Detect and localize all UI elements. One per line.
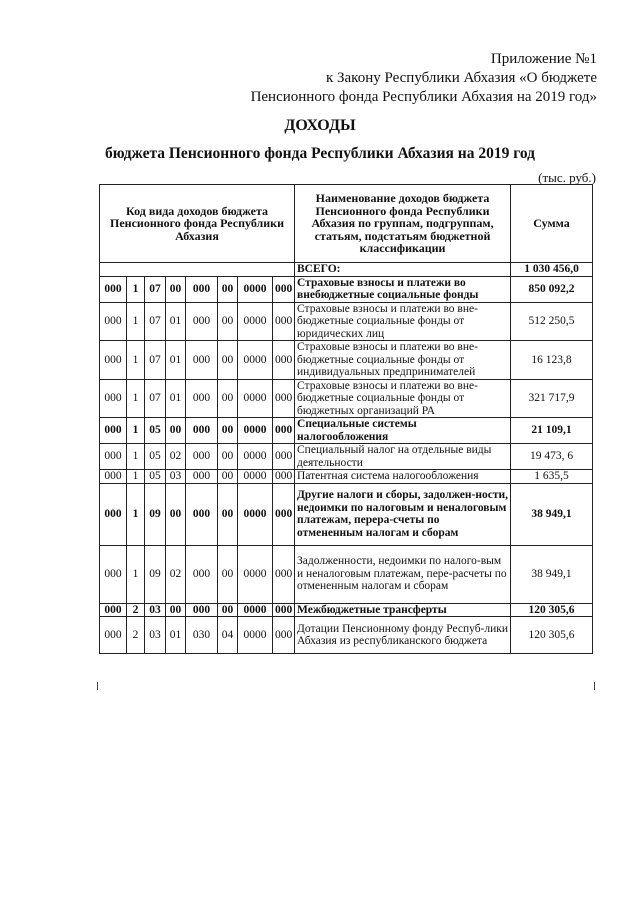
header-sum: Сумма <box>511 185 593 263</box>
code-cell-c4: 03 <box>166 470 186 484</box>
code-cell-c7: 0000 <box>238 483 273 545</box>
total-row <box>100 263 593 277</box>
document-subtitle: бюджета Пенсионного фонда Республики Абхазия на 2019 год <box>104 145 535 162</box>
annex-line-1: Приложение №1 <box>490 51 597 67</box>
total-sum: 1 030 456,0 <box>511 263 593 277</box>
sum-cell: 1 635,5 <box>511 470 593 484</box>
table-row <box>100 483 593 545</box>
code-cell-c5: 000 <box>186 444 218 470</box>
code-cell-c5: 000 <box>186 302 218 341</box>
table-row <box>100 302 593 341</box>
code-cell-c5: 000 <box>186 341 218 380</box>
code-cell-c1: 000 <box>100 603 127 617</box>
code-cell-c2: 1 <box>127 379 145 418</box>
code-cell-c7: 0000 <box>238 276 273 302</box>
code-cell-c2: 1 <box>127 444 145 470</box>
code-cell-c3: 09 <box>145 545 166 603</box>
table-row <box>100 603 593 617</box>
sum-cell: 512 250,5 <box>511 302 593 341</box>
code-cell-c6: 04 <box>218 617 238 654</box>
sum-cell: 120 305,6 <box>511 617 593 654</box>
code-cell-c7: 0000 <box>238 302 273 341</box>
code-cell-c6: 00 <box>218 444 238 470</box>
code-cell-c5: 030 <box>186 617 218 654</box>
code-cell-c3: 07 <box>145 276 166 302</box>
code-cell-c8: 000 <box>273 276 295 302</box>
code-cell-c4: 01 <box>166 379 186 418</box>
code-cell-c8: 000 <box>273 617 295 654</box>
code-cell-c2: 1 <box>127 470 145 484</box>
code-cell-c5: 000 <box>186 418 218 444</box>
code-cell-c2: 1 <box>127 418 145 444</box>
income-name-cell: Дотации Пенсионному фонду Респуб-лики Абхазия из республиканского бюджета <box>295 617 511 654</box>
code-cell-c3: 03 <box>145 603 166 617</box>
code-cell-c3: 09 <box>145 483 166 545</box>
income-name-cell: Патентная система налогообложения <box>295 470 511 484</box>
code-cell-c4: 01 <box>166 341 186 380</box>
table-row <box>100 617 593 654</box>
income-name-cell: Специальный налог на отдельные виды деятельности <box>295 444 511 470</box>
code-cell-c6: 00 <box>218 341 238 380</box>
sum-cell: 16 123,8 <box>511 341 593 380</box>
sum-cell: 321 717,9 <box>511 379 593 418</box>
code-cell-c1: 000 <box>100 483 127 545</box>
sum-cell: 850 092,2 <box>511 276 593 302</box>
code-cell-c6: 00 <box>218 276 238 302</box>
code-cell-c8: 000 <box>273 545 295 603</box>
total-label: ВСЕГО: <box>295 263 511 277</box>
income-name-cell: Страховые взносы и платежи во вне-бюджетные социальные фонды от индивидуальных предпринимателей <box>295 341 511 380</box>
code-cell-c5: 000 <box>186 603 218 617</box>
sum-cell: 19 473, 6 <box>511 444 593 470</box>
page-margin-marks <box>97 682 595 690</box>
code-cell-c2: 2 <box>127 617 145 654</box>
code-cell-c2: 1 <box>127 276 145 302</box>
code-cell-c4: 00 <box>166 418 186 444</box>
annex-heading <box>251 50 597 107</box>
code-cell-c3: 05 <box>145 444 166 470</box>
code-cell-c1: 000 <box>100 276 127 302</box>
code-cell-c2: 2 <box>127 603 145 617</box>
code-cell-c1: 000 <box>100 470 127 484</box>
code-cell-c8: 000 <box>273 470 295 484</box>
code-cell-c7: 0000 <box>238 341 273 380</box>
code-cell-c4: 02 <box>166 545 186 603</box>
code-cell-c6: 00 <box>218 603 238 617</box>
code-cell-c6: 00 <box>218 545 238 603</box>
code-cell-c3: 07 <box>145 341 166 380</box>
code-cell-c3: 03 <box>145 617 166 654</box>
table-row <box>100 470 593 484</box>
code-cell-c8: 000 <box>273 341 295 380</box>
code-cell-c6: 00 <box>218 418 238 444</box>
sum-cell: 38 949,1 <box>511 545 593 603</box>
code-cell-c1: 000 <box>100 617 127 654</box>
code-cell-c4: 00 <box>166 603 186 617</box>
code-cell-c6: 00 <box>218 302 238 341</box>
income-name-cell: Специальные системы налогообложения <box>295 418 511 444</box>
code-cell-c2: 1 <box>127 483 145 545</box>
code-cell-c1: 000 <box>100 341 127 380</box>
income-name-cell: Страховые взносы и платежи во внебюджетные социальные фонды <box>295 276 511 302</box>
code-cell-c7: 0000 <box>238 617 273 654</box>
code-cell-c3: 05 <box>145 418 166 444</box>
code-cell-c7: 0000 <box>238 603 273 617</box>
units-label: (тыс. руб.) <box>538 170 596 185</box>
code-cell-c2: 1 <box>127 302 145 341</box>
code-cell-c3: 07 <box>145 302 166 341</box>
income-name-cell: Задолженности, недоимки по налого-вым и неналоговым платежам, пере-расчеты по отмененным налогам и сборам <box>295 545 511 603</box>
code-cell-c8: 000 <box>273 444 295 470</box>
code-cell-c5: 000 <box>186 379 218 418</box>
code-cell-c7: 0000 <box>238 444 273 470</box>
code-cell-c7: 0000 <box>238 545 273 603</box>
code-cell-c6: 00 <box>218 470 238 484</box>
income-name-cell: Страховые взносы и платежи во вне-бюджетные социальные фонды от юридических лиц <box>295 302 511 341</box>
code-cell-c8: 000 <box>273 379 295 418</box>
code-cell-c6: 00 <box>218 483 238 545</box>
table-row <box>100 276 593 302</box>
table-row <box>100 341 593 380</box>
header-name: Наименование доходов бюджета Пенсионного фонда Республики Абхазия по группам, подгруппам, статьям, подстатьям бюджетной классификации <box>295 185 511 263</box>
income-name-cell: Другие налоги и сборы, задолжен-ности, недоимки по налоговым и неналоговым платежам, перера-счеты по отмененным налогам и сборам <box>295 483 511 545</box>
code-cell-c7: 0000 <box>238 418 273 444</box>
table-row <box>100 545 593 603</box>
sum-cell: 21 109,1 <box>511 418 593 444</box>
table-row <box>100 444 593 470</box>
income-name-cell: Межбюджетные трансферты <box>295 603 511 617</box>
code-cell-c5: 000 <box>186 483 218 545</box>
code-cell-c3: 07 <box>145 379 166 418</box>
annex-line-3: Пенсионного фонда Республики Абхазия на 2019 год» <box>250 89 597 105</box>
code-cell-c1: 000 <box>100 545 127 603</box>
code-cell-c5: 000 <box>186 545 218 603</box>
code-cell-c8: 000 <box>273 483 295 545</box>
annex-line-2: к Закону Республики Абхазия «О бюджете <box>325 70 597 86</box>
total-code-blank <box>100 263 295 277</box>
income-name-cell: Страховые взносы и платежи во вне-бюджетные социальные фонды от бюджетных организаций РА <box>295 379 511 418</box>
code-cell-c6: 00 <box>218 379 238 418</box>
code-cell-c4: 02 <box>166 444 186 470</box>
code-cell-c4: 00 <box>166 483 186 545</box>
code-cell-c5: 000 <box>186 276 218 302</box>
code-cell-c8: 000 <box>273 302 295 341</box>
table-header-row <box>100 185 593 263</box>
document-title: ДОХОДЫ <box>284 117 356 134</box>
code-cell-c7: 0000 <box>238 470 273 484</box>
code-cell-c2: 1 <box>127 341 145 380</box>
code-cell-c7: 0000 <box>238 379 273 418</box>
code-cell-c4: 01 <box>166 302 186 341</box>
code-cell-c1: 000 <box>100 379 127 418</box>
sum-cell: 120 305,6 <box>511 603 593 617</box>
code-cell-c1: 000 <box>100 444 127 470</box>
code-cell-c1: 000 <box>100 418 127 444</box>
income-table <box>99 184 593 654</box>
table-row <box>100 418 593 444</box>
code-cell-c3: 05 <box>145 470 166 484</box>
code-cell-c4: 01 <box>166 617 186 654</box>
sum-cell: 38 949,1 <box>511 483 593 545</box>
code-cell-c2: 1 <box>127 545 145 603</box>
code-cell-c5: 000 <box>186 470 218 484</box>
header-code: Код вида доходов бюджета Пенсионного фонда Республики Абхазия <box>100 185 295 263</box>
table-row <box>100 379 593 418</box>
code-cell-c4: 00 <box>166 276 186 302</box>
code-cell-c8: 000 <box>273 418 295 444</box>
code-cell-c1: 000 <box>100 302 127 341</box>
code-cell-c8: 000 <box>273 603 295 617</box>
